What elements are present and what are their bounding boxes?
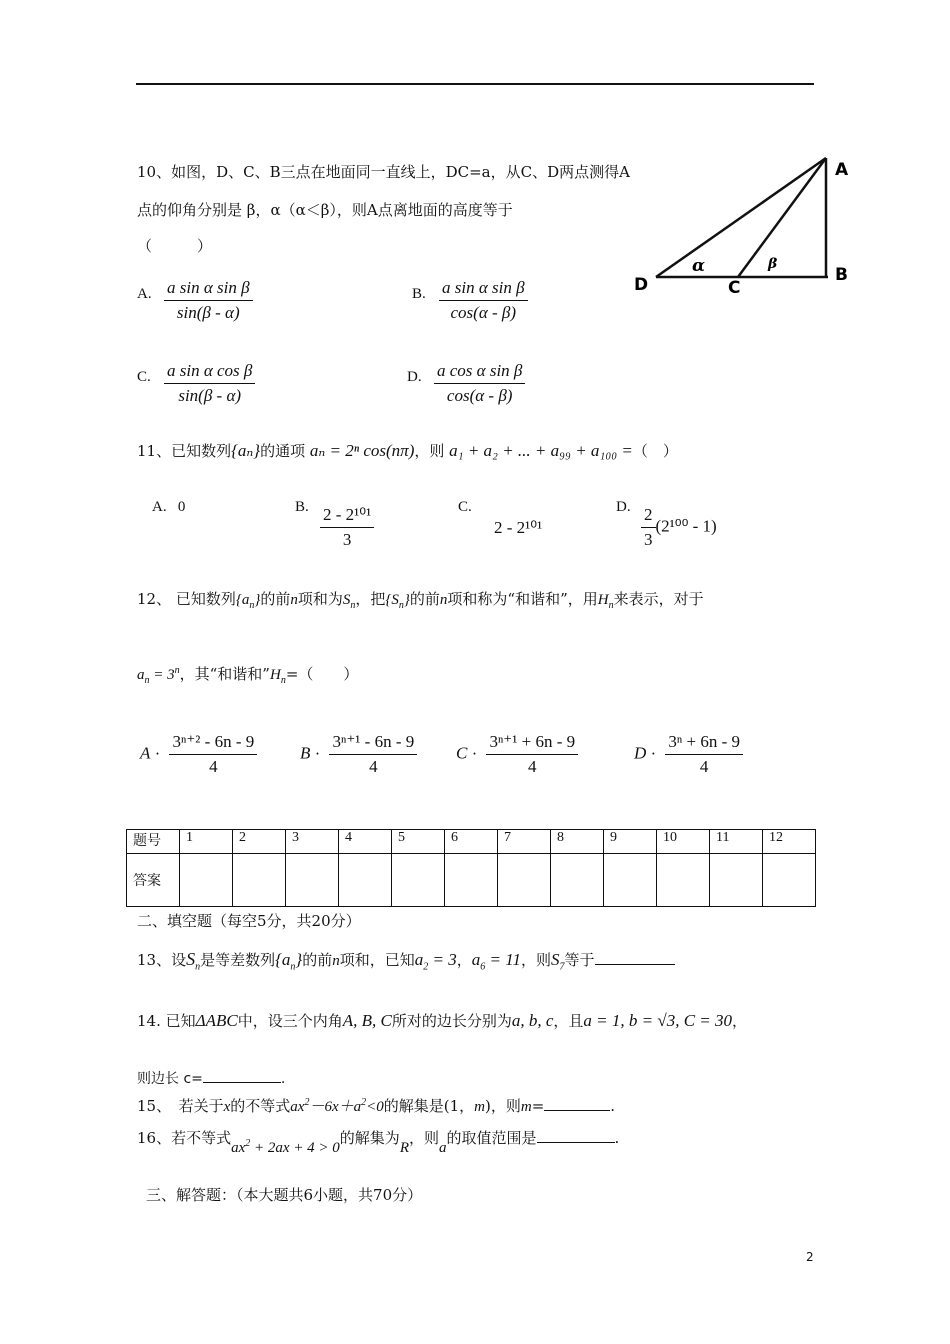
answer-cell[interactable]: [551, 854, 604, 907]
q12-line2a: ，其“和谐和”: [179, 665, 270, 683]
page-number: 2: [806, 1250, 814, 1264]
q15-a: 15、 若关于: [137, 1097, 224, 1115]
q11-d-tail: (2¹⁰⁰ - 1): [655, 516, 717, 536]
q11-a-value: 0: [177, 499, 186, 515]
q13-blank[interactable]: [595, 964, 675, 965]
q12-option-d: D · $\frac{\text{3ⁿ + 6n - 9}}{4}$: [634, 732, 743, 777]
answer-cell[interactable]: [657, 854, 710, 907]
answer-cell[interactable]: [445, 854, 498, 907]
q13-c: 的前: [302, 951, 333, 969]
q16-b: 的解集为: [339, 1129, 400, 1147]
label-B: B: [835, 265, 848, 285]
q16-a-var: a: [439, 1140, 447, 1156]
answer-cell[interactable]: [392, 854, 445, 907]
q10-d-den: cos(α - β): [446, 386, 513, 405]
q10-c-den: sin(β - α): [178, 386, 242, 405]
table-num: 12: [763, 830, 816, 854]
q12-c-num: 3ⁿ⁺¹ + 6n - 9: [486, 732, 578, 755]
q12-a-label: A: [140, 743, 151, 763]
q11-line: [137, 440, 678, 461]
q10-c-num: a sin α cos β: [164, 361, 255, 384]
q16-end: .: [614, 1129, 620, 1147]
q10-option-d-label: D.: [407, 369, 422, 385]
q12-option-c: C · $\frac{\text{3ⁿ⁺¹ + 6n - 9}}{4}$: [456, 732, 578, 777]
q12-t2: 的前: [260, 590, 291, 608]
q11-b-den: 3: [342, 530, 352, 549]
q14-blank[interactable]: [203, 1082, 281, 1083]
q15-x: x: [223, 1099, 231, 1115]
table-num: 8: [551, 830, 604, 854]
q11-option-c-label: C.: [458, 499, 472, 515]
answer-cell[interactable]: [286, 854, 339, 907]
q16-r: R: [399, 1140, 409, 1156]
q12-option-a: A · $\frac{\text{3ⁿ⁺² - 6n - 9}}{4}$: [140, 732, 257, 777]
q12-d-den: 4: [699, 757, 709, 776]
table-head-answer: 答案: [127, 854, 180, 907]
table-num: 5: [392, 830, 445, 854]
q14-e: ，: [732, 1012, 748, 1030]
q16-a: 16、若不等式: [137, 1129, 232, 1147]
q15-ineq: $ax^2-6x+a^2<0$: [290, 1097, 384, 1115]
q15-b: 的不等式: [230, 1097, 291, 1115]
q12-n1: n: [290, 592, 298, 608]
q13-a6: $a_6 = 11$: [471, 950, 521, 973]
q10-option-c: [164, 361, 255, 406]
answer-cell[interactable]: [604, 854, 657, 907]
answer-cell[interactable]: [180, 854, 233, 907]
q10-line3: （ ）: [137, 237, 213, 255]
table-num: 11: [710, 830, 763, 854]
q10-b-den: cos(α - β): [450, 303, 517, 322]
q12-t1: 12、 已知数列: [137, 590, 236, 608]
section-3-title: 三、解答题：（本大题共6小题，共70分）: [146, 1186, 423, 1204]
q12-a-den: 4: [209, 757, 218, 776]
answer-cell[interactable]: [339, 854, 392, 907]
q14-triangle: ΔABC: [195, 1011, 238, 1030]
q15-blank[interactable]: [544, 1110, 610, 1111]
q14-d: ，且: [553, 1012, 584, 1030]
q12-d-num: 3ⁿ + 6n - 9: [665, 732, 743, 755]
q14-line2: [137, 1068, 285, 1088]
q10-option-a-label: A.: [137, 286, 152, 302]
label-alpha: α: [692, 256, 706, 276]
q13-s7: $S_7$: [551, 950, 565, 973]
q12-b-label: B: [300, 743, 311, 763]
answer-cell[interactable]: [498, 854, 551, 907]
answer-cell[interactable]: [763, 854, 816, 907]
answer-table: [126, 829, 816, 907]
table-num: 9: [604, 830, 657, 854]
q16-ineq: $ax^2 + 2ax + 4 > 0$: [231, 1138, 340, 1156]
q12-t5: 的前: [409, 590, 440, 608]
q11-option-a: [152, 499, 185, 516]
section-2-title: 二、填空题（每空5分，共20分）: [137, 912, 361, 930]
q12-c-den: 4: [528, 757, 537, 776]
q14-a: 14. 已知: [137, 1012, 196, 1030]
q10-a-den: sin(β - α): [176, 303, 240, 322]
q15-d: )，则: [485, 1097, 521, 1115]
q11-b-num: 2 - 2¹⁰¹: [320, 505, 374, 528]
q10-a-num: a sin α sin β: [164, 278, 253, 301]
q12-a-num: 3ⁿ⁺² - 6n - 9: [169, 732, 257, 755]
q11-c-value: 2 - 2¹⁰¹: [494, 518, 543, 537]
q12-hn2: $H_n$: [269, 667, 286, 686]
q15-m: m: [474, 1099, 485, 1115]
q11-option-d: [641, 505, 717, 550]
q12-d-label: D: [634, 743, 647, 763]
label-D: D: [634, 275, 649, 295]
q11-option-b: [320, 505, 374, 550]
q12-option-b: B · $\frac{\text{3ⁿ⁺¹ - 6n - 9}}{4}$: [300, 732, 417, 777]
q12-sn: $S_n$: [342, 592, 356, 611]
label-C: C: [728, 278, 741, 298]
q11-paren: （ ）: [632, 442, 678, 460]
q14-angles: A, B, C: [342, 1011, 392, 1030]
q13-line: [137, 949, 675, 973]
q10-line2: 点的仰角分别是 β，α（α＜β），则A点离地面的高度等于: [137, 201, 513, 219]
q13-n: n: [332, 953, 340, 969]
q12-t6: 项和称为“和谐和”，用: [447, 590, 598, 608]
table-num: 3: [286, 830, 339, 854]
q14-line1: [137, 1010, 747, 1031]
q13-d: 项和，已知: [339, 951, 415, 969]
q12-line2: [137, 663, 358, 686]
q12-line2b: =（ ）: [285, 665, 359, 683]
q10-b-num: a sin α sin β: [439, 278, 528, 301]
q11-then: ，则: [414, 442, 445, 460]
q12-t7: 来表示，对于: [613, 590, 704, 608]
table-num: 1: [180, 830, 233, 854]
q10-d-num: a cos α sin β: [434, 361, 525, 384]
label-A: A: [835, 160, 849, 180]
header-rule: [136, 83, 814, 85]
q11-a-label: A.: [152, 499, 167, 515]
q16-line: [137, 1127, 620, 1156]
table-num: 2: [233, 830, 286, 854]
q11-d-num: 2: [641, 505, 656, 528]
q12-seq-a: $\{a_n\}$: [235, 592, 261, 611]
q13-a2: $a_2 = 3$: [414, 950, 457, 973]
q12-an-formula: $a_n = 3^n$: [137, 665, 180, 686]
table-head-number: 题号: [127, 830, 180, 854]
q11-option-b-label: B.: [295, 499, 309, 515]
triangle-figure: [630, 150, 855, 300]
answer-table-header-row: [127, 830, 816, 854]
q14-line2-text: 则边长 c=: [137, 1071, 203, 1087]
q14-c: 所对的边长分别为: [391, 1012, 512, 1030]
q10-option-a: [164, 278, 253, 323]
q11-mid: 的通项: [260, 442, 306, 460]
q13-b: 是等差数列: [200, 951, 276, 969]
q10-option-b: [439, 278, 528, 323]
table-num: 7: [498, 830, 551, 854]
answer-table-answer-row: [127, 854, 816, 907]
q10-line1: 10、如图，D、C、B三点在地面同一直线上，DC=a，从C、D两点测得A: [137, 163, 630, 181]
q12-c-label: C: [456, 743, 468, 763]
q13-g: 等于: [564, 951, 595, 969]
q13-a: 13、设: [137, 951, 187, 969]
q15-e: =: [531, 1097, 545, 1115]
q15-c: 的解集是(1，: [383, 1097, 475, 1115]
table-num: 10: [657, 830, 710, 854]
q15-m2: m: [520, 1099, 532, 1115]
q12-t3: 项和为: [297, 590, 343, 608]
answer-cell[interactable]: [233, 854, 286, 907]
q10-option-d: [434, 361, 525, 406]
q12-seq-s: $\{S_n\}$: [385, 592, 410, 611]
q11-d-den: 3: [644, 530, 653, 549]
q16-d: 的取值范围是: [446, 1129, 537, 1147]
q12-n2: n: [439, 592, 448, 608]
q13-e: ，: [456, 951, 472, 969]
q12-line1: [137, 588, 704, 611]
q16-blank[interactable]: [537, 1142, 615, 1143]
q15-end: .: [610, 1097, 616, 1115]
q12-t4: ，把: [355, 590, 386, 608]
q11-option-d-label: D.: [616, 499, 631, 515]
q13-s: $S_n$: [186, 949, 201, 973]
q13-f: ，则: [520, 951, 551, 969]
q16-c: ，则: [408, 1129, 439, 1147]
table-num: 4: [339, 830, 392, 854]
label-beta: β: [768, 256, 778, 272]
answer-cell[interactable]: [710, 854, 763, 907]
q14-sides: a, b, c: [511, 1011, 554, 1030]
q11-prefix: 11、已知数列: [137, 442, 232, 460]
q10-option-c-label: C.: [137, 369, 151, 385]
q12-b-num: 3ⁿ⁺¹ - 6n - 9: [329, 732, 417, 755]
q11-seq: {aₙ}: [231, 441, 261, 460]
q11-sum: a₁ + a₂ + ... + a₉₉ + a₁₀₀ =: [449, 441, 633, 460]
q12-b-den: 4: [369, 757, 378, 776]
q14-given: a = 1, b = √3, C = 30: [583, 1011, 733, 1030]
q14-end: .: [280, 1071, 286, 1087]
table-num: 6: [445, 830, 498, 854]
q15-line: [137, 1095, 615, 1116]
q10-option-b-label: B.: [412, 286, 426, 302]
q13-seq: $\{a_n\}$: [275, 950, 303, 973]
q14-b: 中，设三个内角: [237, 1012, 343, 1030]
q11-formula: aₙ = 2ⁿ cos(nπ): [309, 441, 415, 460]
q12-hn: $H_n$: [597, 592, 614, 611]
